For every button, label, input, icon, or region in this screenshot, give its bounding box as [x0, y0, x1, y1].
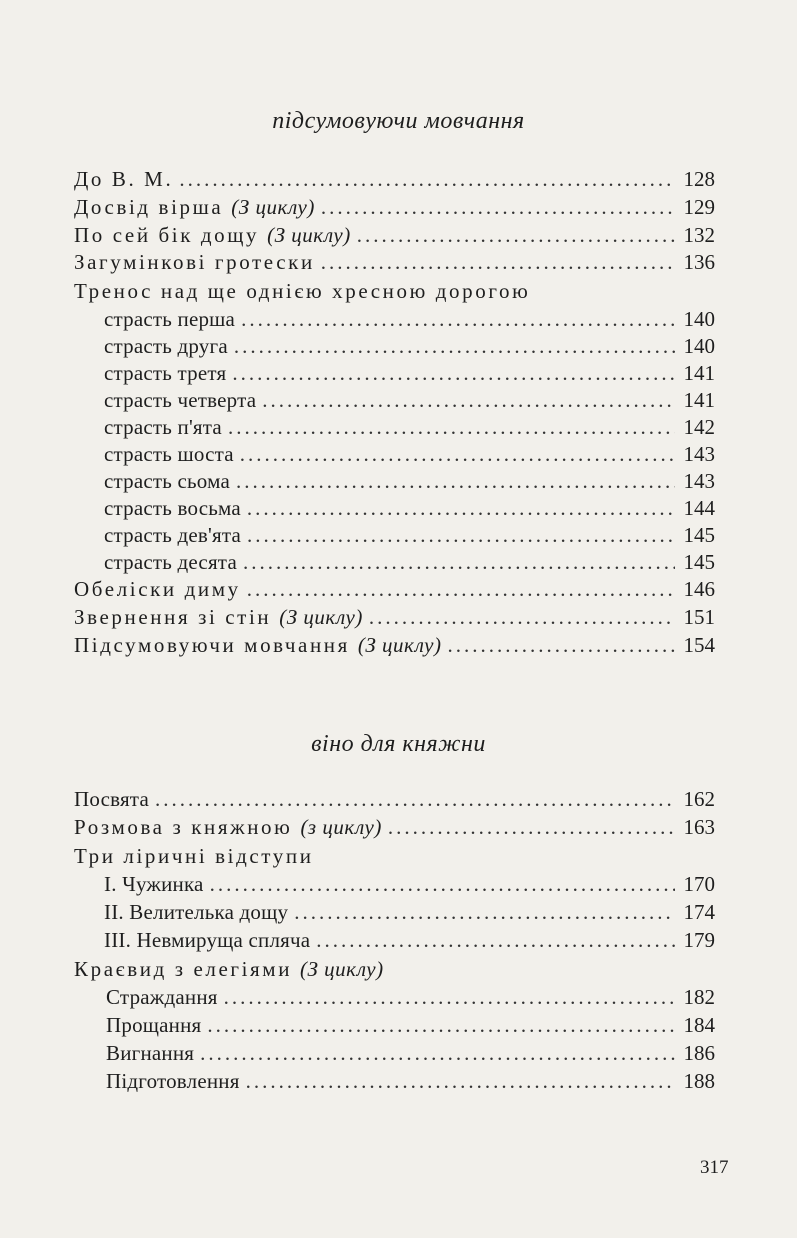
entry-page-number: 162 [683, 787, 715, 811]
entry-cycle-note: (з циклу) [300, 815, 382, 839]
toc-entry [74, 631, 715, 659]
dot-leader [207, 1011, 675, 1039]
toc-subentry [104, 386, 715, 414]
dot-leader [236, 467, 675, 495]
entry-title: страсть сьома [104, 469, 230, 493]
entry-title: страсть шоста [104, 442, 234, 466]
entry-title: Досвід вірша [74, 195, 224, 219]
entry-title: Прощання [106, 1013, 202, 1037]
entry-page-number: 141 [683, 361, 715, 385]
entry-page-number: 179 [683, 928, 715, 952]
entry-cycle-note: (З циклу) [357, 633, 442, 657]
entry-title: страсть перша [104, 307, 236, 331]
toc-entry [74, 165, 715, 193]
toc-subentry [106, 1039, 715, 1067]
entry-cycle-note: (З циклу) [300, 957, 384, 981]
dot-leader [321, 248, 675, 276]
entry-page-number: 170 [683, 872, 715, 896]
entry-title: Посвята [74, 787, 149, 811]
entry-cycle-note: (З циклу) [267, 223, 351, 247]
dot-leader [247, 521, 675, 549]
entry-title: страсть десята [104, 550, 237, 574]
entry-title: страсть четверта [104, 388, 257, 412]
entry-page-number: 136 [683, 250, 715, 274]
toc-entry [74, 603, 715, 631]
entry-cycle-note: (З циклу) [279, 605, 363, 629]
entry-page-number: 128 [683, 167, 715, 191]
entry-title: Обеліски диму [74, 577, 241, 601]
toc-subentry [104, 467, 715, 495]
entry-page-number: 154 [683, 633, 715, 657]
dot-leader [210, 870, 675, 898]
toc-entry [74, 813, 715, 841]
dot-leader [321, 193, 675, 221]
dot-leader [243, 548, 675, 576]
toc-subentry [104, 898, 715, 926]
entry-page-number: 184 [683, 1013, 715, 1037]
entry-title: Вигнання [106, 1041, 195, 1065]
entry-title: страсть восьма [104, 496, 241, 520]
toc-entry [74, 221, 715, 249]
toc-group-heading [74, 842, 715, 870]
entry-page-number: 174 [683, 900, 715, 924]
entry-title: Звернення зі стін [74, 605, 272, 629]
entry-title: страсть третя [104, 361, 227, 385]
toc-subentry [104, 548, 715, 576]
dot-leader [224, 983, 675, 1011]
entry-page-number: 188 [683, 1069, 715, 1093]
toc-subentry [106, 1067, 715, 1095]
dot-leader [247, 494, 675, 522]
toc-subentry [104, 926, 715, 954]
dot-leader [234, 332, 675, 360]
entry-title: Підсумовуючи мовчання [74, 633, 350, 657]
toc-subentry [104, 305, 715, 333]
section-title: підсумовуючи мовчання [272, 108, 525, 134]
dot-leader [316, 926, 675, 954]
dot-leader [228, 413, 675, 441]
dot-leader [369, 603, 675, 631]
toc-entry [74, 193, 715, 221]
toc-group-heading [74, 955, 715, 983]
toc-subentry [106, 983, 715, 1011]
entry-page-number: 143 [683, 469, 715, 493]
entry-cycle-note: (З циклу) [231, 195, 315, 219]
toc-subentry [104, 413, 715, 441]
dot-leader [179, 165, 675, 193]
section-title: віно для княжни [311, 731, 486, 757]
dot-leader [241, 305, 675, 333]
toc-entry [74, 575, 715, 603]
entry-title: До В. М. [74, 167, 174, 191]
entry-page-number: 151 [683, 605, 715, 629]
entry-page-number: 146 [683, 577, 715, 601]
toc-entry [74, 785, 715, 813]
dot-leader [240, 440, 675, 468]
entry-title: ІІ. Велителька дощу [104, 900, 289, 924]
dot-leader [294, 898, 675, 926]
dot-leader [262, 386, 675, 414]
entry-title: Три ліричні відступи [74, 844, 314, 868]
entry-title: Страждання [106, 985, 218, 1009]
entry-page-number: 186 [683, 1041, 715, 1065]
dot-leader [200, 1039, 675, 1067]
entry-page-number: 143 [683, 442, 715, 466]
entry-title: страсть друга [104, 334, 228, 358]
entry-page-number: 141 [683, 388, 715, 412]
entry-page-number: 132 [683, 223, 715, 247]
entry-title: Тренос над ще однією хресною дорогою [74, 279, 531, 303]
dot-leader [388, 813, 675, 841]
toc-subentry [104, 359, 715, 387]
entry-page-number: 145 [683, 523, 715, 547]
entry-page-number: 142 [683, 415, 715, 439]
entry-title: страсть дев'ята [104, 523, 242, 547]
dot-leader [155, 785, 675, 813]
entry-page-number: 140 [683, 307, 715, 331]
toc-subentry [104, 332, 715, 360]
dot-leader [247, 575, 675, 603]
toc-subentry [104, 440, 715, 468]
toc-subentry [104, 494, 715, 522]
entry-title: Розмова з княжною [74, 815, 293, 839]
entry-page-number: 145 [683, 550, 715, 574]
entry-title: І. Чужинка [104, 872, 204, 896]
dot-leader [246, 1067, 675, 1095]
toc-subentry [106, 1011, 715, 1039]
entry-page-number: 129 [683, 195, 715, 219]
toc-entry [74, 248, 715, 276]
entry-page-number: 163 [683, 815, 715, 839]
entry-title: страсть п'ята [104, 415, 222, 439]
entry-title: ІІІ. Невмируща спляча [104, 928, 311, 952]
dot-leader [357, 221, 675, 249]
toc-subentry [104, 521, 715, 549]
dot-leader [232, 359, 675, 387]
entry-page-number: 144 [683, 496, 715, 520]
entry-page-number: 182 [683, 985, 715, 1009]
entry-title: Загумінкові гротески [74, 250, 315, 274]
entry-title: Підготовлення [106, 1069, 240, 1093]
page-number: 317 [700, 1157, 729, 1178]
entry-title: Краєвид з елегіями [74, 957, 293, 981]
toc-group-heading [74, 277, 715, 305]
entry-page-number: 140 [683, 334, 715, 358]
entry-title: По сей бік дощу [74, 223, 260, 247]
toc-subentry [104, 870, 715, 898]
dot-leader [447, 631, 675, 659]
